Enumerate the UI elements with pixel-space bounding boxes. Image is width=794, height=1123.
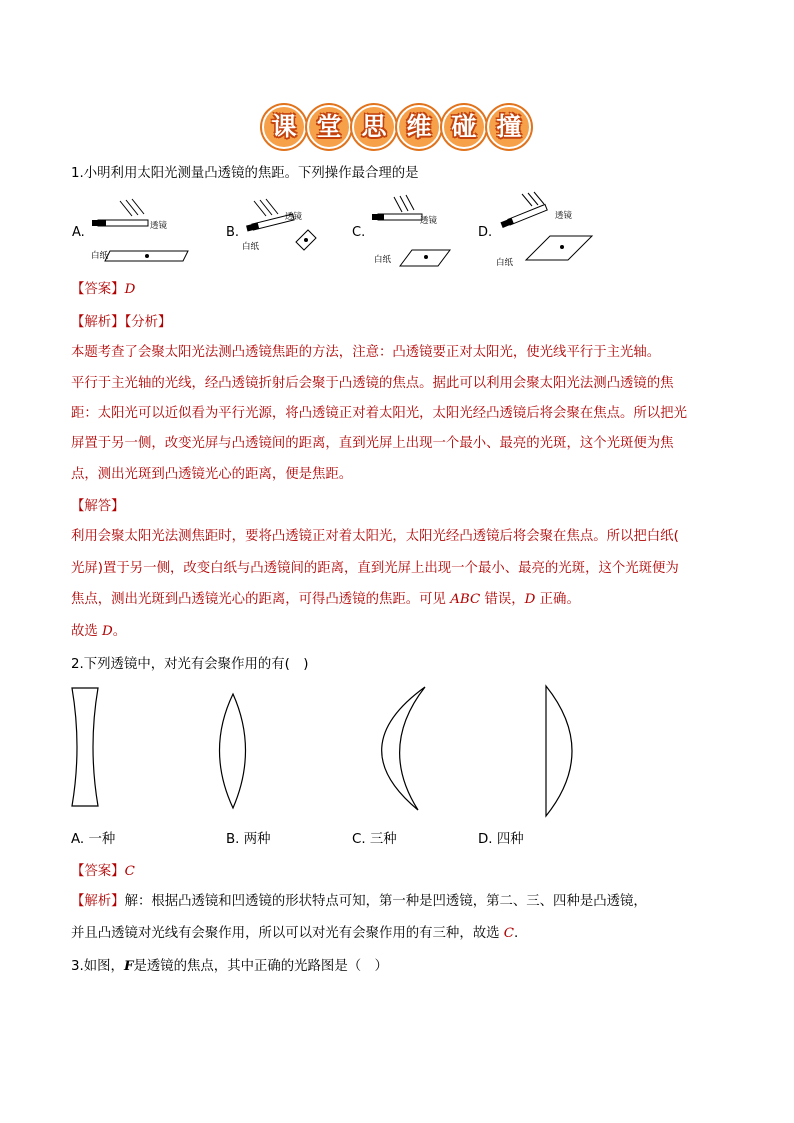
q1-option-a-paper-label: 白纸: [91, 251, 109, 261]
q1-analysis-line: 屏置于另一侧，改变光屏与凸透镜间的距离，直到光屏上出现一个最小、最亮的光斑，这个光斑便为焦: [71, 436, 674, 451]
q1-solution-tag: 【解答】: [71, 499, 125, 514]
final-d: D: [102, 624, 113, 639]
q2-answer-line: [71, 864, 135, 880]
q1-analysis-line: 距：太阳光可以近似看为平行光源，将凸透镜正对着太阳光，太阳光经凸透镜后将会聚在焦点。所以把光: [71, 406, 687, 421]
analysis-text: 解：根据凸透镜和凹透镜的形状特点可知，第一种是凹透镜，第二、三、四种是凸透镜，: [124, 894, 647, 909]
q1-option-b-figure: [238, 196, 328, 266]
final-text: 故选: [71, 624, 103, 639]
analysis-tag: 【解析】: [71, 894, 125, 909]
q1-final-choice: [71, 624, 126, 640]
q1-option-c-letter: C.: [352, 225, 366, 240]
q1-option-d-letter: D.: [478, 225, 493, 240]
q1-analysis-tag: 【解析】【分析】: [71, 315, 172, 330]
q1-option-b-lens-label: 透镜: [285, 212, 303, 222]
analysis-text: 并且凸透镜对光线有会聚作用，所以可以对光有会聚作用的有三种，故选: [71, 926, 504, 941]
concave-lens-icon: [72, 688, 98, 806]
solution-text: 焦点，测出光斑到凸透镜光心的距离，可得凸透镜的焦距。可见: [71, 592, 451, 607]
answer-tag: 【答案】: [71, 864, 125, 879]
q1-solution-line: 光屏)置于另一侧，改变白纸与凸透镜间的距离，直到光屏上出现一个最小、最亮的光斑，这个光斑便为: [71, 561, 679, 576]
solution-text: 错误，: [480, 592, 525, 607]
q2-question: 2.下列透镜中，对光有会聚作用的有( ): [71, 657, 309, 672]
q2-lens-figures: [60, 682, 600, 822]
biconvex-lens-icon: [220, 694, 246, 808]
q3-text: 3.如图，: [71, 959, 124, 974]
solution-abc: ABC: [450, 592, 481, 607]
q2-analysis-line: [71, 894, 647, 910]
q1-analysis-line: 点，测出光斑到凸透镜光心的距离，便是焦距。: [71, 467, 353, 482]
q3-text: 是透镜的焦点，其中正确的光路图是（ ）: [133, 959, 388, 974]
q1-solution-line: [71, 592, 580, 608]
banner-char: 课: [262, 105, 306, 149]
banner-char: 思: [352, 105, 396, 149]
q2-analysis-line: [71, 926, 518, 942]
q3-question: [71, 958, 388, 975]
meniscus-lens-icon: [382, 687, 425, 810]
answer-value: D: [124, 282, 136, 297]
answer-value: C: [124, 864, 135, 879]
solution-text: 正确。: [535, 592, 580, 607]
analysis-text: .: [514, 926, 519, 941]
q1-question: 1.小明利用太阳光测量凸透镜的焦距。下列操作最合理的是: [71, 166, 419, 181]
q1-analysis-line: 本题考查了会聚太阳光法测凸透镜焦距的方法，注意：凸透镜要正对太阳光，使光线平行于主光轴。: [71, 345, 661, 360]
q1-option-d-paper-label: 白纸: [496, 258, 514, 268]
q1-option-c-lens-label: 透镜: [420, 216, 438, 226]
banner-char: 堂: [307, 105, 351, 149]
q1-answer-line: [71, 282, 135, 298]
plano-convex-lens-icon: [546, 686, 572, 816]
q1-option-a-lens-label: 透镜: [150, 221, 168, 231]
q1-option-b-paper-label: 白纸: [242, 242, 260, 252]
final-text: 。: [112, 624, 127, 639]
banner-char: 维: [397, 105, 441, 149]
q2-option-c: C. 三种: [352, 832, 397, 847]
q1-solution-line: 利用会聚太阳光法测焦距时，要将凸透镜正对着太阳光，太阳光经凸透镜后将会聚在焦点。所以把白纸(: [71, 529, 679, 544]
banner-char: 撞: [487, 105, 531, 149]
banner-char: 碰: [442, 105, 486, 149]
q2-option-d: D. 四种: [478, 832, 524, 847]
q3-focus-f: F: [123, 958, 134, 974]
q1-option-b-letter: B.: [226, 225, 240, 240]
q1-option-c-paper-label: 白纸: [374, 255, 392, 265]
analysis-c: C: [503, 926, 515, 941]
q1-analysis-line: 平行于主光轴的光线，经凸透镜折射后会聚于凸透镜的焦点。据此可以利用会聚太阳光法测凸透镜的焦: [71, 376, 674, 391]
q2-option-a: A. 一种: [71, 832, 116, 847]
answer-tag: 【答案】: [71, 282, 125, 297]
q1-option-a-letter: A.: [72, 225, 85, 240]
q1-option-d-lens-label: 透镜: [555, 211, 573, 221]
section-banner: [262, 105, 531, 149]
solution-d: D: [524, 592, 536, 607]
q2-option-b: B. 两种: [226, 832, 271, 847]
